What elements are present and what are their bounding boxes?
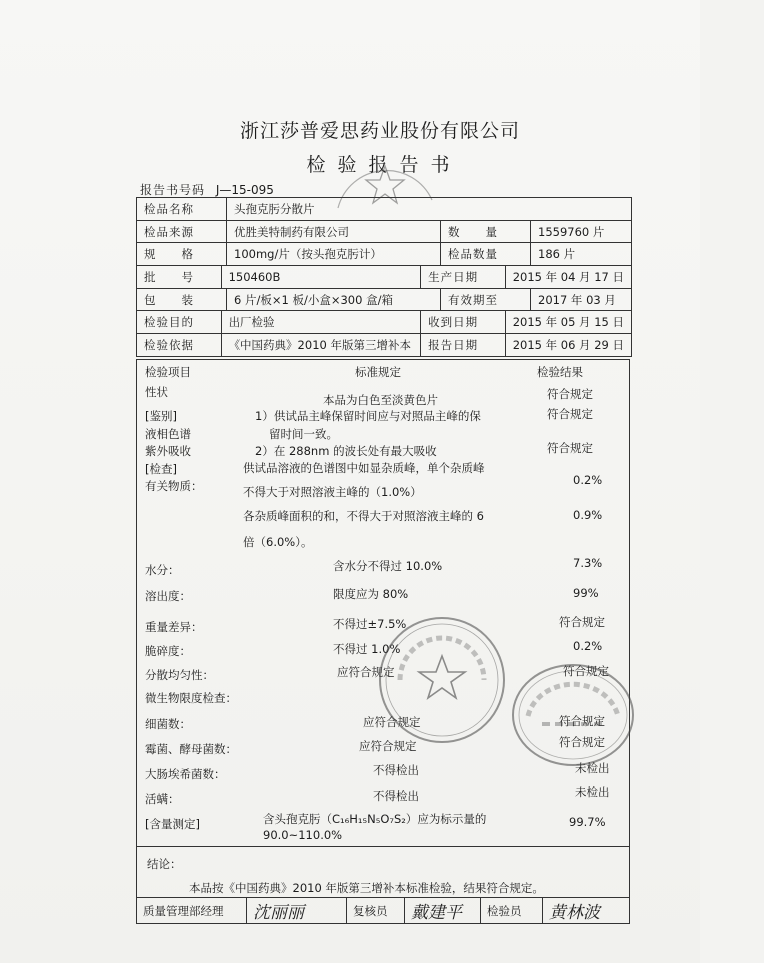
info-value: 《中国药典》2010 年版第三增补本	[222, 334, 422, 356]
trait-result: 符合规定	[547, 387, 593, 401]
col-standard-header: 标准规定	[355, 365, 401, 379]
related-result-2: 0.9%	[573, 508, 603, 522]
bacteria-standard: 应符合规定	[363, 715, 421, 729]
item-dissolution: 溶出度：	[145, 589, 191, 603]
ident-result-2: 符合规定	[547, 441, 593, 455]
document-title: 检验报告书	[306, 154, 462, 176]
results-section	[136, 359, 630, 847]
info-label: 生产日期	[421, 266, 506, 288]
info-label: 规 格	[137, 243, 227, 265]
info-row	[137, 334, 631, 357]
item-check: [检查]	[145, 462, 177, 476]
mites-standard: 不得检出	[373, 789, 419, 803]
mold-result: 符合规定	[559, 735, 605, 749]
info-label: 批 号	[137, 266, 222, 288]
item-ecoli: 大肠埃希菌数：	[145, 767, 226, 781]
qa-manager-label: 质量管理部经理	[137, 898, 247, 923]
friability-result: 0.2%	[573, 639, 603, 653]
conclusion-text: 本品按《中国药典》2010 年版第三增补本标准检验，结果符合规定。	[189, 881, 544, 895]
info-label: 检品名称	[137, 198, 227, 220]
info-row	[137, 198, 631, 221]
conclusion-section	[136, 846, 630, 898]
info-label: 检品数量	[441, 243, 531, 265]
info-label: 检验目的	[137, 311, 222, 333]
friability-standard: 不得过 1.0%	[333, 642, 401, 656]
reviewer-label: 复核员	[347, 898, 405, 923]
info-label: 收到日期	[421, 311, 506, 333]
related-standard-3: 各杂质峰面积的和，不得大于对照溶液主峰的 6	[243, 509, 484, 523]
item-uv: 紫外吸收	[145, 444, 191, 458]
assay-standard-2: 90.0~110.0%	[263, 828, 343, 842]
item-trait: 性状	[145, 385, 168, 399]
info-label: 数 量	[441, 221, 531, 243]
info-row	[137, 311, 631, 334]
assay-result: 99.7%	[569, 815, 606, 829]
mold-standard: 应符合规定	[359, 739, 417, 753]
info-value: 2015 年 06 月 29 日	[512, 337, 624, 352]
col-item-header: 检验项目	[145, 365, 191, 379]
info-value: 出厂检验	[222, 311, 422, 333]
report-number	[140, 181, 316, 198]
ident-standard-2: 2）在 288nm 的波长处有最大吸收	[255, 444, 437, 458]
ident-result-1: 符合规定	[547, 407, 593, 421]
dissolution-result: 99%	[573, 586, 599, 600]
weight-result: 符合规定	[559, 615, 605, 629]
item-weight-variation: 重量差异：	[145, 620, 203, 634]
info-row	[137, 266, 631, 289]
inspector-label: 检验员	[481, 898, 543, 923]
info-label: 检验依据	[137, 334, 222, 356]
quality-inspection-stamp	[372, 610, 512, 750]
info-value: 100mg/片（按头孢克肟计）	[227, 243, 441, 265]
bacteria-result: 符合规定	[559, 714, 605, 728]
item-hplc: 液相色谱	[145, 427, 191, 441]
dispersion-result: 符合规定	[563, 664, 609, 678]
related-result-1: 0.2%	[573, 473, 603, 487]
info-row	[137, 289, 631, 312]
report-number-label: 报告书号码	[140, 183, 206, 197]
info-value: 2015 年 04 月 17 日	[512, 269, 624, 284]
info-value: 2015 年 05 月 15 日	[512, 315, 624, 330]
item-assay: [含量测定]	[145, 817, 200, 831]
weight-standard: 不得过±7.5%	[333, 617, 407, 631]
info-row	[137, 243, 631, 266]
col-result-header: 检验结果	[537, 365, 583, 379]
item-bacteria: 细菌数：	[145, 717, 191, 731]
trait-standard: 本品为白色至淡黄色片	[323, 393, 438, 407]
info-value: 1559760 片	[538, 224, 605, 239]
company-name: 浙江莎普爱思药业股份有限公司	[239, 120, 520, 142]
conclusion-label: 结论：	[147, 857, 182, 871]
info-label: 包 装	[137, 289, 227, 311]
qa-manager-signature: 沈丽丽	[247, 898, 347, 923]
related-standard-1: 供试品溶液的色谱图中如显杂质峰，单个杂质峰	[243, 461, 485, 475]
dispersion-standard: 应符合规定	[337, 665, 395, 679]
item-mites: 活螨：	[145, 792, 180, 806]
info-label: 检品来源	[137, 221, 227, 243]
info-label: 报告日期	[421, 334, 506, 356]
ident-standard-1b: 留时间一致。	[269, 427, 338, 441]
item-water: 水分：	[145, 563, 180, 577]
water-result: 7.3%	[573, 556, 603, 570]
dissolution-standard: 限度应为 80%	[333, 587, 409, 601]
related-standard-2: 不得大于对照溶液主峰的（1.0%）	[243, 485, 422, 499]
item-identification: [鉴别]	[145, 409, 177, 423]
inspector-signature: 黄林波	[549, 903, 600, 923]
item-dispersion: 分散均匀性：	[145, 668, 214, 682]
quality-dept-stamp	[508, 660, 638, 770]
info-table	[136, 197, 632, 357]
info-value: 头孢克肟分散片	[234, 201, 315, 216]
item-related-substances: 有关物质：	[145, 479, 203, 493]
item-mold-yeast: 霉菌、酵母菌数：	[145, 742, 237, 756]
ecoli-standard: 不得检出	[373, 763, 419, 777]
info-value: 186 片	[538, 247, 576, 262]
info-value: 6 片/板×1 板/小盒×300 盒/箱	[227, 289, 441, 311]
info-value: 2017 年 03 月	[538, 292, 616, 307]
info-label: 有效期至	[441, 289, 531, 311]
item-microbial-limit: 微生物限度检查：	[145, 691, 237, 705]
water-standard: 含水分不得过 10.0%	[333, 559, 443, 573]
related-standard-4: 倍（6.0%）。	[243, 535, 313, 549]
ident-standard-1a: 1）供试品主峰保留时间应与对照品主峰的保	[255, 409, 481, 423]
info-value: 150460B	[222, 266, 422, 288]
info-value: 优胜美特制药有限公司	[227, 221, 441, 243]
signature-row	[136, 898, 630, 924]
ecoli-result: 未检出	[575, 761, 610, 775]
assay-standard-1: 含头孢克肟（C₁₆H₁₅N₅O₇S₂）应为标示量的	[263, 812, 487, 826]
reviewer-signature: 戴建平	[405, 898, 481, 923]
report-number-value: J—15-095	[216, 183, 316, 198]
info-row	[137, 221, 631, 244]
item-friability: 脆碎度：	[145, 644, 191, 658]
mites-result: 未检出	[575, 785, 610, 799]
